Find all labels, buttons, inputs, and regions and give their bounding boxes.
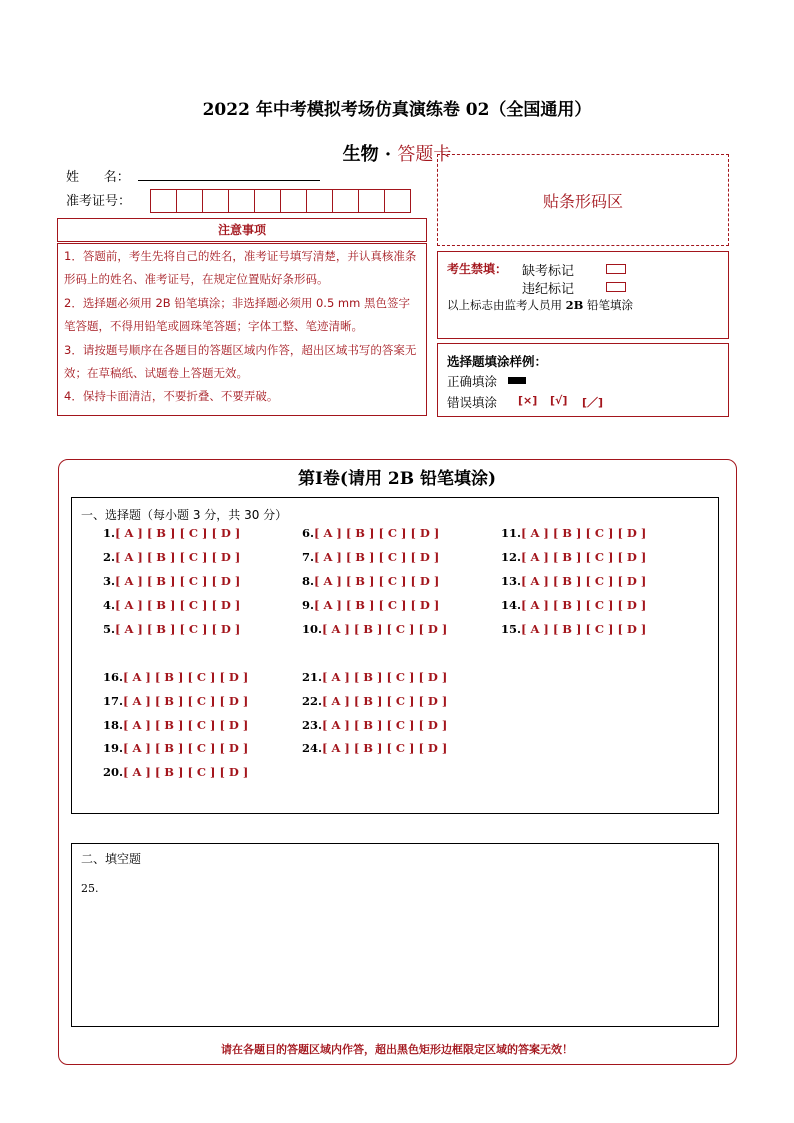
answer-options[interactable]: [ A ] [ B ] [ C ] [ D ] bbox=[123, 718, 249, 732]
answer-options[interactable]: [ A ] [ B ] [ C ] [ D ] bbox=[521, 574, 647, 588]
question-number: 17. bbox=[103, 694, 124, 708]
choice-question-4 bbox=[103, 598, 240, 612]
question-number: 2. bbox=[103, 550, 116, 564]
question-number: 20. bbox=[103, 765, 124, 779]
answer-options[interactable]: [ A ] [ B ] [ C ] [ D ] bbox=[521, 622, 647, 636]
exam-status-box bbox=[437, 251, 729, 339]
notice-title: 注意事项 bbox=[57, 218, 427, 242]
section1-title: 第Ⅰ卷(请用 2B 铅笔填涂) bbox=[297, 469, 497, 489]
name-field[interactable] bbox=[138, 180, 320, 181]
page-title: 2022 年中考模拟考场仿真演练卷 02（全国通用） bbox=[202, 100, 592, 120]
answer-options[interactable]: [ A ] [ B ] [ C ] [ D ] bbox=[521, 598, 647, 612]
wrong-mark-3: [／] bbox=[582, 396, 604, 409]
answer-options[interactable]: [ A ] [ B ] [ C ] [ D ] bbox=[115, 598, 241, 612]
question-number: 14. bbox=[501, 598, 522, 612]
choice-question-17 bbox=[103, 694, 248, 708]
question-number: 9. bbox=[302, 598, 315, 612]
note-pre: 以上标志由监考人员用 bbox=[447, 298, 562, 312]
answer-options[interactable]: [ A ] [ B ] [ C ] [ D ] bbox=[115, 622, 241, 636]
filled-mark-sample bbox=[508, 377, 526, 384]
question-number: 8. bbox=[302, 574, 315, 588]
wrong-fill-label: 错误填涂 bbox=[447, 395, 498, 410]
note-bold: 2B bbox=[565, 298, 584, 312]
choice-question-13 bbox=[501, 574, 646, 588]
answer-card-label: 答题卡 bbox=[397, 144, 452, 165]
id-digit-box[interactable] bbox=[384, 189, 411, 213]
answer-options[interactable]: [ A ] [ B ] [ C ] [ D ] bbox=[314, 526, 440, 540]
name-label: 姓 名： bbox=[66, 170, 130, 185]
choice-question-5 bbox=[103, 622, 240, 636]
choice-question-9 bbox=[302, 598, 439, 612]
barcode-label: 贴条形码区 bbox=[542, 191, 623, 211]
id-digit-box[interactable] bbox=[150, 189, 177, 213]
subject-separator: · bbox=[384, 144, 392, 165]
answer-options[interactable]: [ A ] [ B ] [ C ] [ D ] bbox=[322, 741, 448, 755]
wrong-mark-2: [√] bbox=[550, 394, 568, 407]
notice-item: 3．请按题号顺序在各题目的答题区域内作答，超出区域书写的答案无效；在草稿纸、试题卷上答题无效。 bbox=[64, 343, 417, 380]
fill-blank-section bbox=[71, 843, 719, 1027]
choice-question-14 bbox=[501, 598, 646, 612]
exam-id-boxes[interactable] bbox=[151, 189, 411, 213]
answer-options[interactable]: [ A ] [ B ] [ C ] [ D ] bbox=[123, 670, 249, 684]
barcode-area bbox=[437, 154, 729, 246]
id-digit-box[interactable] bbox=[254, 189, 281, 213]
question-number: 15. bbox=[501, 622, 522, 636]
id-digit-box[interactable] bbox=[202, 189, 229, 213]
footer-warning: 请在各题目的答题区域内作答，超出黑色矩形边框限定区域的答案无效！ bbox=[221, 1043, 573, 1056]
choice-question-3 bbox=[103, 574, 240, 588]
absent-mark-box[interactable] bbox=[606, 264, 626, 274]
question-number: 3. bbox=[103, 574, 116, 588]
question-number: 22. bbox=[302, 694, 323, 708]
correct-fill-label: 正确填涂 bbox=[447, 374, 498, 389]
answer-options[interactable]: [ A ] [ B ] [ C ] [ D ] bbox=[115, 550, 241, 564]
choice-question-16 bbox=[103, 670, 248, 684]
question-25-label: 25. bbox=[81, 882, 99, 895]
question-number: 21. bbox=[302, 670, 323, 684]
choice-question-18 bbox=[103, 718, 248, 732]
choice-question-12 bbox=[501, 550, 646, 564]
question-number: 23. bbox=[302, 718, 323, 732]
answer-options[interactable]: [ A ] [ B ] [ C ] [ D ] bbox=[115, 574, 241, 588]
subject-label: 生物 bbox=[342, 144, 379, 165]
id-digit-box[interactable] bbox=[358, 189, 385, 213]
exam-status-note bbox=[447, 297, 633, 313]
answer-options[interactable]: [ A ] [ B ] [ C ] [ D ] bbox=[521, 550, 647, 564]
answer-options[interactable]: [ A ] [ B ] [ C ] [ D ] bbox=[521, 526, 647, 540]
violation-mark-box[interactable] bbox=[606, 282, 626, 292]
question-number: 24. bbox=[302, 741, 323, 755]
question-number: 10. bbox=[302, 622, 323, 636]
choice-question-23 bbox=[302, 718, 447, 732]
question-number: 1. bbox=[103, 526, 116, 540]
answer-options[interactable]: [ A ] [ B ] [ C ] [ D ] bbox=[322, 718, 448, 732]
question-number: 5. bbox=[103, 622, 116, 636]
absent-label: 缺考标记 bbox=[522, 264, 575, 279]
answer-options[interactable]: [ A ] [ B ] [ C ] [ D ] bbox=[123, 765, 249, 779]
answer-options[interactable]: [ A ] [ B ] [ C ] [ D ] bbox=[322, 694, 448, 708]
violation-label: 违纪标记 bbox=[522, 282, 575, 297]
notice-box bbox=[57, 243, 427, 416]
question-number: 12. bbox=[501, 550, 522, 564]
question-number: 6. bbox=[302, 526, 315, 540]
choice-question-10 bbox=[302, 622, 447, 636]
fill-example-box bbox=[437, 343, 729, 417]
choice-question-19 bbox=[103, 741, 248, 755]
notice-item: 1．答题前，考生先将自己的姓名，准考证号填写清楚，并认真核准条形码上的姓名、准考证号，在规定位置贴好条形码。 bbox=[64, 249, 417, 286]
notice-item: 4．保持卡面清洁，不要折叠、不要弄破。 bbox=[64, 389, 279, 403]
answer-options[interactable]: [ A ] [ B ] [ C ] [ D ] bbox=[123, 694, 249, 708]
answer-options[interactable]: [ A ] [ B ] [ C ] [ D ] bbox=[322, 670, 448, 684]
choice-question-24 bbox=[302, 741, 447, 755]
note-post: 铅笔填涂 bbox=[587, 298, 634, 312]
choice-question-6 bbox=[302, 526, 439, 540]
question-number: 18. bbox=[103, 718, 124, 732]
question-number: 19. bbox=[103, 741, 124, 755]
choice-question-1 bbox=[103, 526, 240, 540]
choice-header: 一、选择题（每小题 3 分，共 30 分） bbox=[81, 508, 288, 522]
question-number: 11. bbox=[501, 526, 522, 540]
answer-options[interactable]: [ A ] [ B ] [ C ] [ D ] bbox=[314, 550, 440, 564]
choice-question-2 bbox=[103, 550, 240, 564]
id-digit-box[interactable] bbox=[176, 189, 203, 213]
fill-example-title: 选择题填涂样例： bbox=[447, 354, 548, 369]
answer-options[interactable]: [ A ] [ B ] [ C ] [ D ] bbox=[314, 574, 440, 588]
answer-options[interactable]: [ A ] [ B ] [ C ] [ D ] bbox=[123, 741, 249, 755]
fill-blank-header: 二、填空题 bbox=[81, 852, 142, 866]
choice-question-7 bbox=[302, 550, 439, 564]
id-label: 准考证号： bbox=[66, 194, 132, 209]
choice-question-21 bbox=[302, 670, 447, 684]
question-number: 7. bbox=[302, 550, 315, 564]
question-number: 16. bbox=[103, 670, 124, 684]
choice-question-8 bbox=[302, 574, 439, 588]
wrong-mark-1: [×] bbox=[518, 394, 538, 407]
choice-question-15 bbox=[501, 622, 646, 636]
choice-question-11 bbox=[501, 526, 646, 540]
exam-status-label: 考生禁填： bbox=[447, 262, 508, 276]
id-digit-box[interactable] bbox=[332, 189, 359, 213]
answer-options[interactable]: [ A ] [ B ] [ C ] [ D ] bbox=[115, 526, 241, 540]
choice-question-20 bbox=[103, 765, 248, 779]
answer-options[interactable]: [ A ] [ B ] [ C ] [ D ] bbox=[322, 622, 448, 636]
question-number: 4. bbox=[103, 598, 116, 612]
question-number: 13. bbox=[501, 574, 522, 588]
id-digit-box[interactable] bbox=[306, 189, 333, 213]
notice-item: 2．选择题必须用 2B 铅笔填涂；非选择题必须用 0.5 mm 黑色签字笔答题，不得用铅笔或圆珠笔答题；字体工整、笔迹清晰。 bbox=[64, 296, 410, 333]
id-digit-box[interactable] bbox=[228, 189, 255, 213]
choice-section bbox=[71, 497, 719, 814]
choice-question-22 bbox=[302, 694, 447, 708]
id-digit-box[interactable] bbox=[280, 189, 307, 213]
answer-options[interactable]: [ A ] [ B ] [ C ] [ D ] bbox=[314, 598, 440, 612]
